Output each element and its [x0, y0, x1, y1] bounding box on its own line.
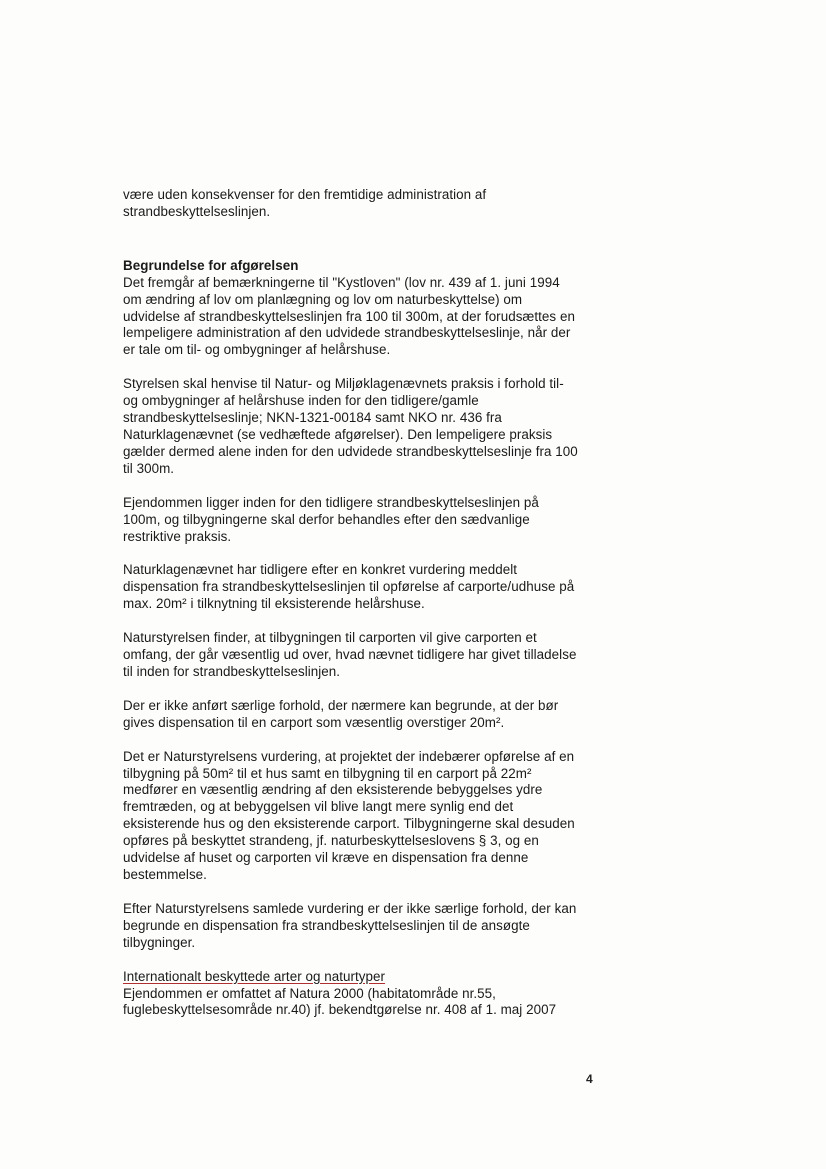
section-heading-begrundelse: Begrundelse for afgørelsen [123, 257, 299, 273]
paragraph-praksis: Styrelsen skal henvise til Natur- og Miljøklagenævnets praksis i forhold til- og ombygninger af helårshuse inden for den tidligere/gamle strandbeskyttelseslinje; NKN-1321-00184 samt NKO nr. 436 fra Naturklagenævnet (se vedhæftede afgørelser). Den lempeligere praksis gælder dermed alene inden for den udvidede strandbeskyttelseslinje fra 100 til 300m. [123, 376, 578, 476]
paragraph-kystloven: Det fremgår af bemærkningerne til "Kystloven" (lov nr. 439 af 1. juni 1994 om ændring af lov om planlægning og lov om naturbeskyttelse) om udvidelse af strandbeskyttelseslinjen fra 100 til 300m, at der forudsættes en lempeligere administration af den udvidede strandbeskyttelseslinje, når der er tale om til- og ombygninger af helårshuse. [123, 274, 575, 358]
paragraph-naturklagenaevnet: Naturklagenævnet har tidligere efter en konkret vurdering meddelt dispensation fra strandbeskyttelseslinjen til opførelse af carporte/udhuse på max. 20m² i tilknytning til eksisterende helårshuse. [123, 562, 575, 612]
paragraph-carport-omfang: Naturstyrelsen finder, at tilbygningen til carporten vil give carporten et omfang, der går væsentlig ud over, hvad nævnet tidligere har givet tilladelse til inden for strandbeskyttelseslinjen. [123, 630, 577, 679]
paragraph-samlede-vurdering: Efter Naturstyrelsens samlede vurdering er der ikke særlige forhold, der kan begrunde en dispensation fra strandbeskyttelseslinjen til de ansøgte tilbygninger. [123, 900, 577, 950]
spacer [123, 238, 601, 258]
document-body [123, 187, 601, 1036]
section-heading-natura: Internationalt beskyttede arter og naturtyper [123, 968, 386, 984]
paragraph-ejendommen: Ejendommen ligger inden for den tidligere strandbeskyttelseslinjen på 100m, og tilbygningerne skal derfor behandles efter den sædvanlige restriktive praksis. [123, 494, 539, 544]
paragraph-saerlige-forhold: Der er ikke anført særlige forhold, der nærmere kan begrunde, at der bør gives dispensation til en carport som væsentlig overstiger 20m². [123, 697, 559, 730]
paragraph-vurdering: Det er Naturstyrelsens vurdering, at projektet der indebærer opførelse af en tilbygning på 50m² til et hus samt en tilbygning til en carport på 22m² medfører en væsentlig ændring af den eksisterende bebyggelses ydre fremtræden, og at bebyggelsen vil blive langt mere synlig end det eksisterende hus og den eksisterende carport. Tilbygningerne skal desuden opføres på beskyttet strandeng, jf. naturbeskyttelseslovens § 3, og en udvidelse af huset og carporten vil kræve en dispensation fra denne bestemmelse. [123, 748, 575, 882]
paragraph-natura2000: Ejendommen er omfattet af Natura 2000 (habitatområde nr.55, fuglebeskyttelsesområde nr.40) jf. bekendtgørelse nr. 408 af 1. maj 2007 [123, 985, 557, 1018]
intro-paragraph: være uden konsekvenser for den fremtidige administration af strandbeskyttelseslinjen. [123, 187, 487, 219]
page-number: 4 [586, 1072, 593, 1086]
